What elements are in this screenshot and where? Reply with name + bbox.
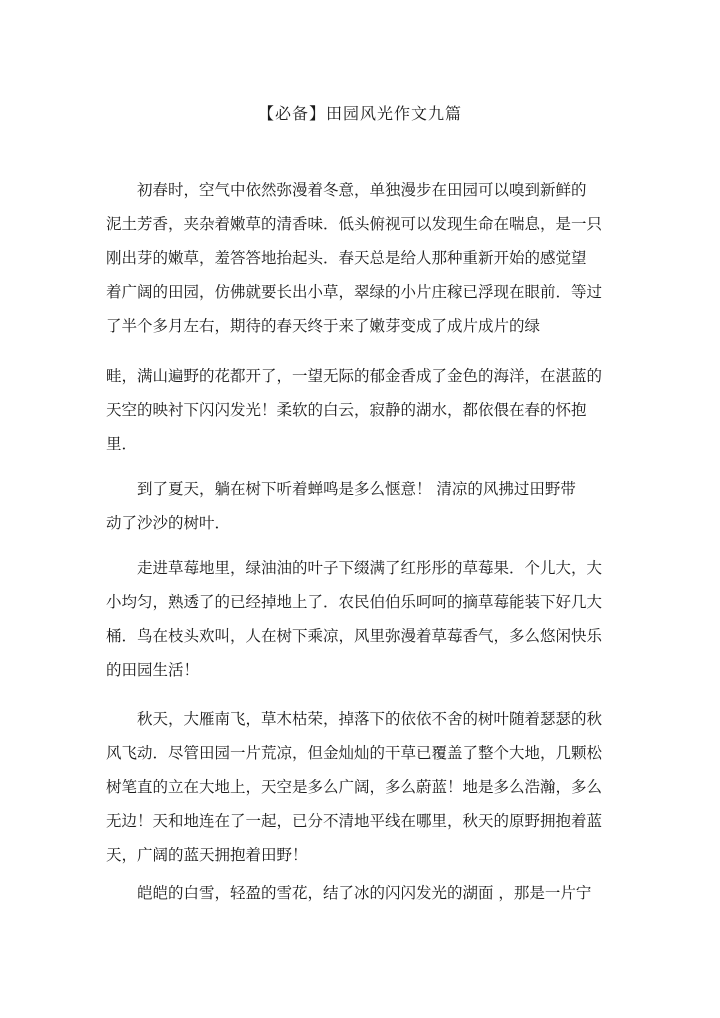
text-line: 里． bbox=[106, 435, 138, 453]
text-line: 着广阔的田园，仿佛就要长出小草，翠绿的小片庄稼已浮现在眼前．等过 bbox=[106, 283, 603, 301]
text-line: 风飞动．尽管田园一片荒凉，但金灿灿的干草已覆盖了整个大地，几颗松 bbox=[106, 744, 603, 762]
text-line: 泥土芳香，夹杂着嫩草的清香味．低头俯视可以发现生命在喘息，是一只 bbox=[106, 215, 603, 233]
paragraph-spring-2 bbox=[106, 359, 611, 461]
text-line: 初春时，空气中依然弥漫着冬意，单独漫步在田园可以嗅到新鲜的 bbox=[137, 181, 587, 199]
paragraph-winter bbox=[106, 876, 611, 910]
paragraph-autumn bbox=[106, 702, 611, 872]
text-line: 到了夏天，躺在树下听着蝉鸣是多么惬意！ 清凉的风拂过田野带 bbox=[137, 480, 576, 498]
text-line: 桶．鸟在枝头欢叫，人在树下乘凉，风里弥漫着草莓香气，多么悠闲快乐 bbox=[106, 627, 603, 645]
text-line: 天空的映衬下闪闪发光！柔软的白云，寂静的湖水，都依偎在春的怀抱 bbox=[106, 401, 587, 419]
text-line: 刚出芽的嫩草，羞答答地抬起头．春天总是给人那种重新开始的感觉望 bbox=[106, 249, 587, 267]
paragraph-summer-1 bbox=[106, 472, 611, 540]
text-line: 小均匀，熟透了的已经掉地上了．农民伯伯乐呵呵的摘草莓能装下好几大 bbox=[106, 593, 603, 611]
text-line: 秋天，大雁南飞，草木枯荣，掉落下的依依不舍的树叶随着瑟瑟的秋 bbox=[137, 710, 603, 728]
paragraph-spring-1 bbox=[106, 173, 611, 343]
text-line: 走进草莓地里，绿油油的叶子下缀满了红彤彤的草莓果．个儿大，大 bbox=[137, 559, 603, 577]
text-line: 无边！天和地连在了一起，已分不清地平线在哪里，秋天的原野拥抱着蓝 bbox=[106, 812, 603, 830]
text-line: 畦，满山遍野的花都开了，一望无际的郁金香成了金色的海洋，在湛蓝的 bbox=[106, 367, 603, 385]
text-line: 皑皑的白雪，轻盈的雪花，结了冰的闪闪发光的湖面 ，那是一片宁 bbox=[137, 884, 592, 902]
text-line: 动了沙沙的树叶． bbox=[106, 514, 231, 532]
page-title: 【必备】田园风光作文九篇 bbox=[257, 104, 462, 123]
text-line: 树笔直的立在大地上，天空是多么广阔，多么蔚蓝！地是多么浩瀚，多么 bbox=[106, 778, 603, 796]
paragraph-summer-2 bbox=[106, 551, 611, 687]
text-line: 了半个多月左右，期待的春天终于来了嫩芽变成了成片成片的绿 bbox=[106, 317, 541, 335]
text-line: 天，广阔的蓝天拥抱着田野！ bbox=[106, 846, 308, 864]
text-line: 的田园生活！ bbox=[106, 661, 200, 679]
